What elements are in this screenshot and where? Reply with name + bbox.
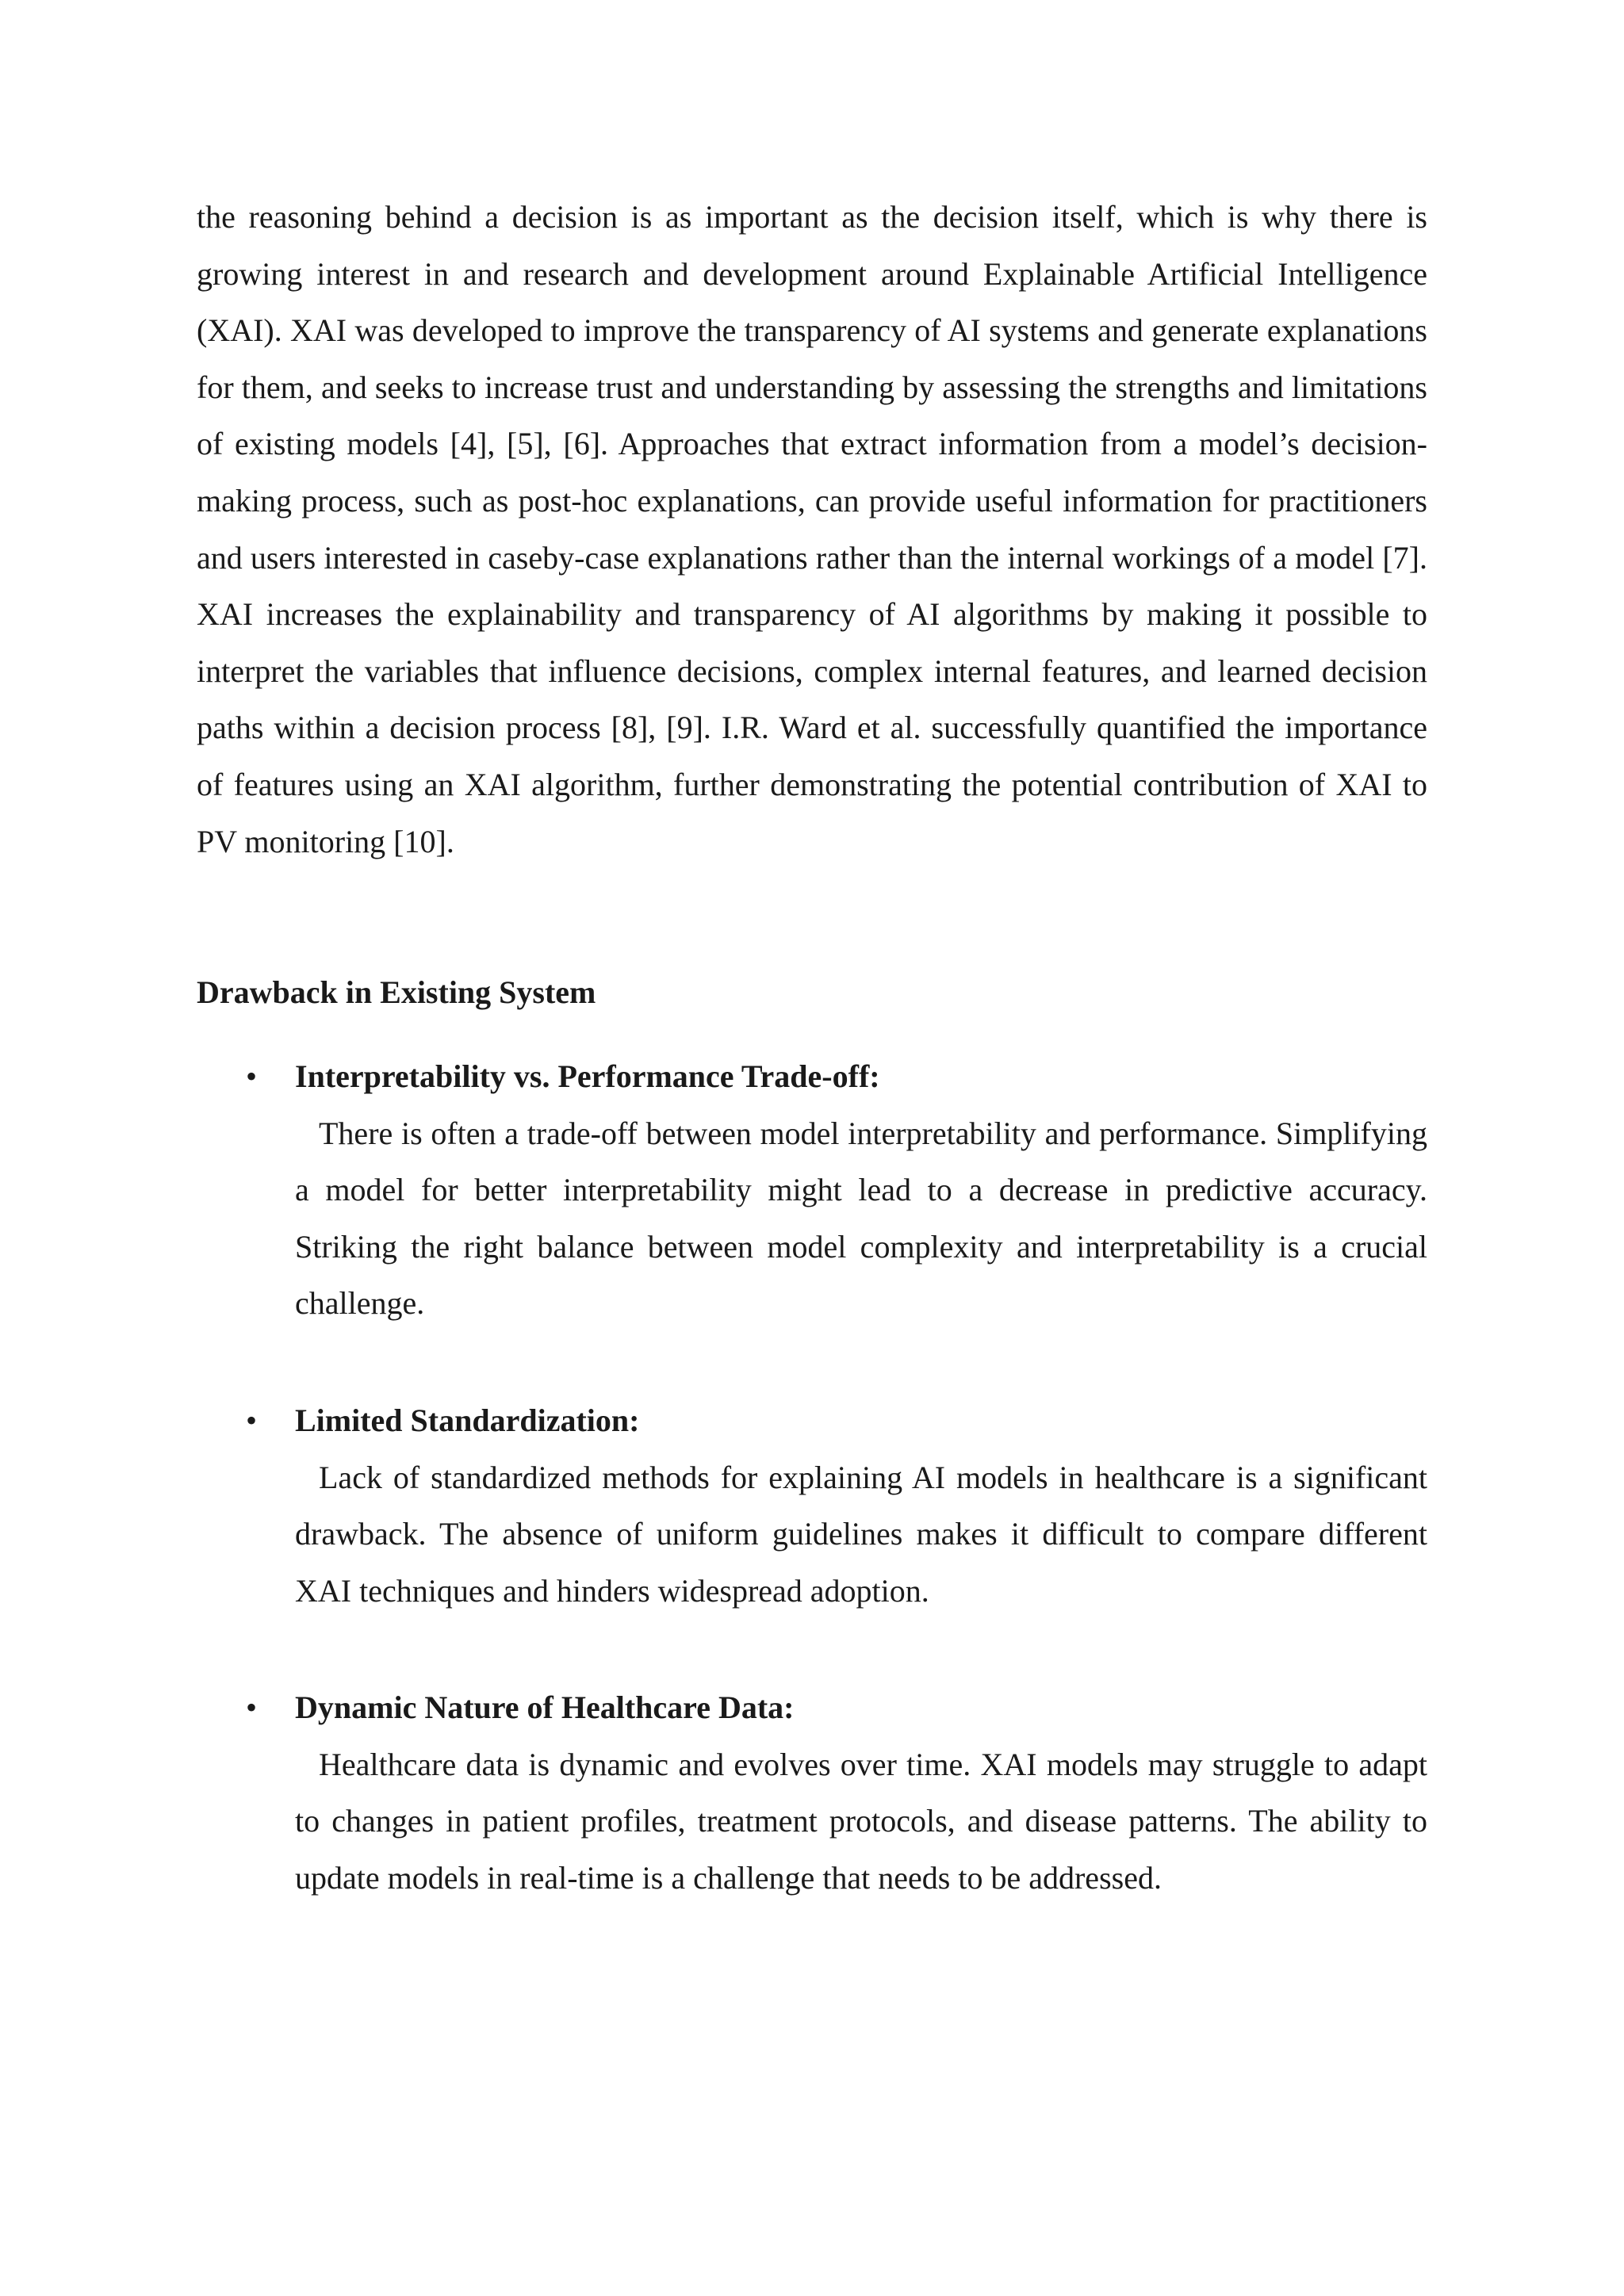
intro-paragraph: the reasoning behind a decision is as important as the decision itself, which is why there is growing interest in and research and development around Explainable Artificial Intelligence (XAI). XAI was developed to improve the transparency of AI systems and generate explanations for them, and seeks to increase trust and understanding by assessing the strengths and limitations of existing models [4], [5], [6]. Approaches that extract information from a model’s decision-making process, such as post-hoc explanations, can provide useful information for practitioners and users interested in caseby-case explanations rather than the internal workings of a model [7]. XAI increases the explainability and transparency of AI algorithms by making it possible to interpret the variables that influence decisions, complex internal features, and learned decision paths within a decision process [8], [9]. I.R. Ward et al. successfully quantified the importance of features using an XAI algorithm, further demonstrating the potential contribution of XAI to PV monitoring [10].: [197, 199, 1427, 859]
bullet-title: Dynamic Nature of Healthcare Data:: [295, 1689, 795, 1725]
bullet-title: Interpretability vs. Performance Trade-off:: [295, 1058, 880, 1094]
bullet-title: Limited Standardization:: [295, 1402, 640, 1438]
bullet-body: There is often a trade-off between model interpretability and performance. Simplifying a model for better interpretability might lead to a decrease in predictive accuracy. Striking the right balance between model complexity and interpretability is a crucial challenge.: [295, 1115, 1427, 1322]
section-heading: Drawback in Existing System: [197, 974, 596, 1010]
bullet-body: Lack of standardized methods for explaining AI models in healthcare is a significant drawback. The absence of uniform guidelines makes it difficult to compare different XAI techniques and hinders widespread adoption.: [295, 1459, 1427, 1609]
bullet-body: Healthcare data is dynamic and evolves over time. XAI models may struggle to adapt to changes in patient profiles, treatment protocols, and disease patterns. The ability to update models in real-time is a challenge that needs to be addressed.: [295, 1746, 1427, 1896]
bullet-icon: •: [246, 1402, 258, 1438]
bullet-icon: •: [246, 1058, 258, 1094]
bullet-icon: •: [246, 1689, 258, 1725]
